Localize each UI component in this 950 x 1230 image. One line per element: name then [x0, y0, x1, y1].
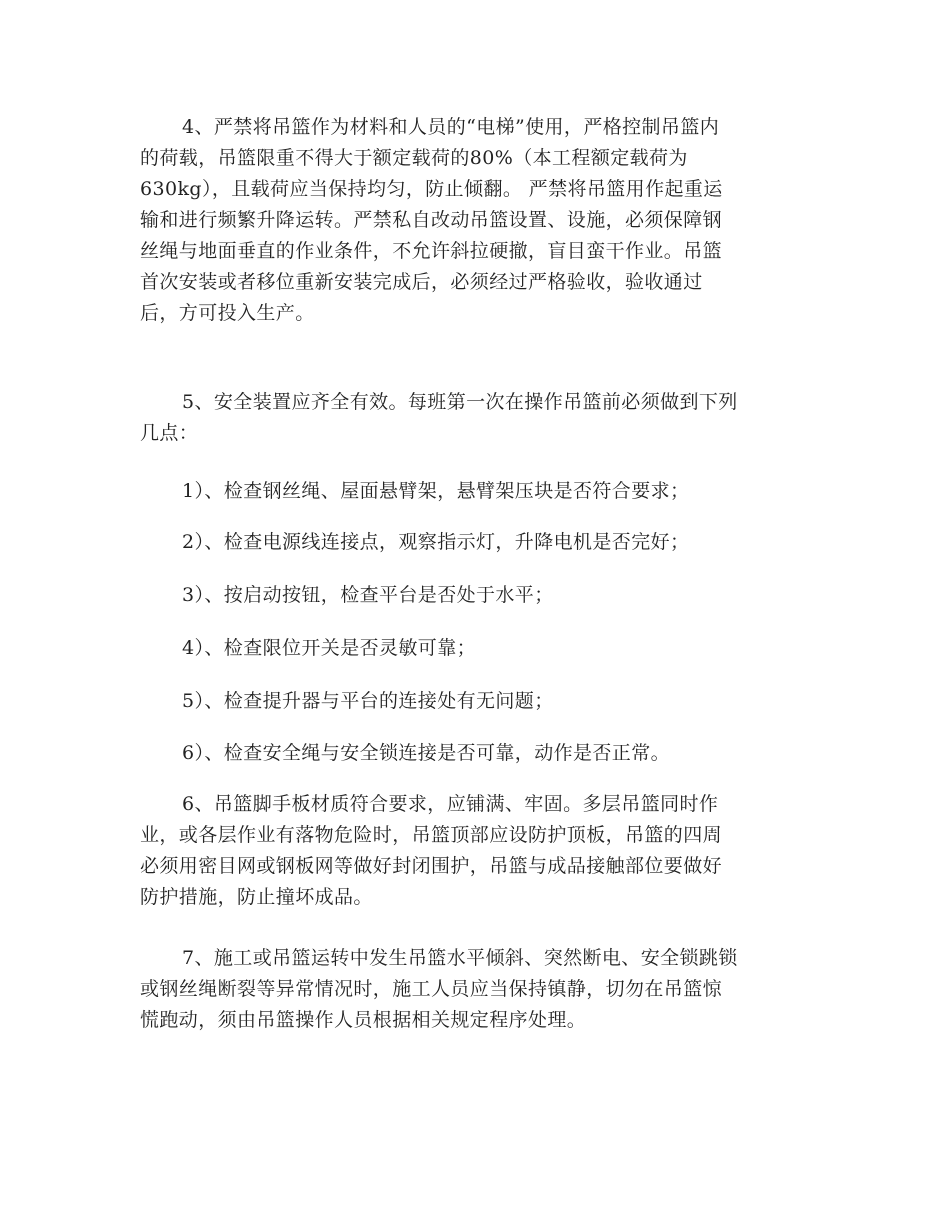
check-item-text: 1）、检查钢丝绳、屋面悬臂架，悬臂架压块是否符合要求；	[182, 480, 690, 502]
paragraph-line: 或钢丝绳断裂等异常情况时，施工人员应当保持镇静，切勿在吊篮惊	[140, 978, 723, 1000]
paragraph-line: 6、吊篮脚手板材质符合要求，应铺满、牢固。多层吊篮同时作	[182, 793, 719, 815]
check-item-text: 4）、检查限位开关是否灵敏可靠；	[182, 637, 476, 659]
check-item-text: 6）、检查安全绳与安全锁连接是否可靠，动作是否正常。	[182, 742, 670, 764]
paragraph-line: 首次安装或者移位重新安装完成后，必须经过严格验收，验收通过	[140, 271, 703, 293]
paragraph-line: 后，方可投入生产。	[140, 302, 315, 324]
paragraph-line: 慌跑动，须由吊篮操作人员根据相关规定程序处理。	[140, 1009, 587, 1031]
check-item-3	[140, 580, 820, 611]
check-item-5	[140, 686, 820, 717]
paragraph-line: 630kg），且载荷应当保持均匀，防止倾翻。 严禁将吊篮用作起重运	[140, 178, 723, 200]
paragraph-line: 的荷载，吊篮限重不得大于额定载荷的80%（本工程额定载荷为	[140, 147, 688, 169]
paragraph-item-5	[140, 387, 820, 449]
paragraph-line: 4、严禁将吊篮作为材料和人员的“电梯”使用，严格控制吊篮内	[182, 116, 720, 138]
check-item-6	[140, 738, 820, 769]
paragraph-line: 防护措施，防止撞坏成品。	[140, 886, 373, 908]
check-item-text: 5）、检查提升器与平台的连接处有无问题；	[182, 690, 554, 712]
paragraph-item-6	[140, 789, 820, 913]
paragraph-line: 输和进行频繁升降运转。严禁私自改动吊篮设置、设施，必须保障钢	[140, 209, 723, 231]
paragraph-item-4	[140, 112, 820, 329]
check-item-text: 2）、检查电源线连接点，观察指示灯，升降电机是否完好；	[182, 531, 690, 553]
paragraph-line: 7、施工或吊篮运转中发生吊篮水平倾斜、突然断电、安全锁跳锁	[182, 947, 738, 969]
paragraph-item-7	[140, 943, 820, 1036]
check-item-4	[140, 633, 820, 664]
paragraph-line: 必须用密目网或钢板网等做好封闭围护，吊篮与成品接触部位要做好	[140, 855, 723, 877]
check-item-1	[140, 476, 820, 507]
paragraph-line: 5、安全装置应齐全有效。每班第一次在操作吊篮前必须做到下列	[182, 391, 738, 413]
paragraph-line: 几点：	[140, 422, 199, 444]
paragraph-line: 丝绳与地面垂直的作业条件，不允许斜拉硬撤，盲目蛮干作业。吊篮	[140, 240, 723, 262]
check-item-text: 3）、按启动按钮，检查平台是否处于水平；	[182, 584, 554, 606]
check-item-2	[140, 527, 820, 558]
paragraph-line: 业，或各层作业有落物危险时，吊篮顶部应设防护顶板，吊篮的四周	[140, 824, 723, 846]
